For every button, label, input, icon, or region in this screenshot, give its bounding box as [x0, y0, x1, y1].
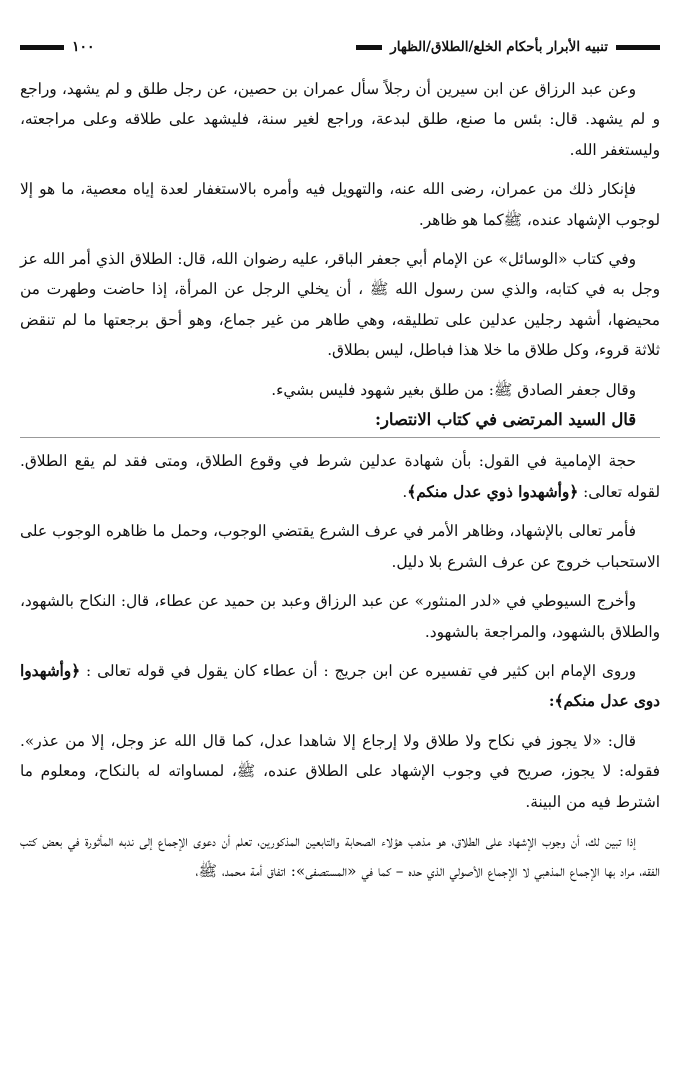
- header-title-group: [356, 34, 660, 60]
- page-header: [20, 34, 660, 60]
- paragraph-9: قال: «لا يجوز في نكاح ولا طلاق ولا إرجاع إلا شاهدا عدل، كما قال الله عز وجل، إلا من عذر». فقوله: لا يجوز، صريح في وجوب الإشهاد على الطلاق عنده، ﷺ، لمساواته له بالنكاح، ومعلوم ما اشترط فيه من البينة.: [20, 731, 660, 811]
- header-rule-middle: [356, 45, 382, 50]
- heading-underline: [20, 437, 660, 438]
- paragraph-gap: [20, 647, 660, 656]
- paragraph-gap: [20, 577, 660, 586]
- paragraph-gap: [20, 507, 660, 516]
- paragraph-gap: [20, 165, 660, 174]
- page-body: [20, 74, 660, 887]
- section-heading: قال السيد المرتضى في كتاب الانتصار:: [375, 410, 636, 430]
- paragraph-gap: [20, 366, 660, 375]
- paragraph-8: [20, 656, 660, 717]
- paragraph-5: [20, 446, 660, 507]
- book-page: [20, 34, 660, 1074]
- paragraph-5-text: حجة الإمامية في القول: بأن شهادة عدلين شرط في وقوع الطلاق، ومتى فقد لم يقع الطلاق. لقوله تعالى:: [20, 452, 660, 501]
- quran-quote: ﴿وأشهدوا دوى عدل منكم﴾: [20, 661, 660, 711]
- paragraph-7: وأخرج السيوطي في «لدر المنثور» عن عبد الرزاق وعبد بن حميد عن عطاء، قال: النكاح بالشهود، والطلاق بالشهود، والمراجعة بالشهود.: [20, 592, 660, 641]
- paragraph-2: فإنكار ذلك من عمران، رضى الله عنه، والتهويل فيه وأمره بالاستغفار لعدة إياه معصية، ما هو إلا لوجوب الإشهاد عنده، ﷺكما هو ظاهر.: [20, 180, 660, 229]
- quran-quote: ﴿وأشهدوا ذوي عدل منكم﴾: [407, 482, 579, 501]
- paragraph-6: فأمر تعالى بالإشهاد، وظاهر الأمر في عرف الشرع يقتضي الوجوب، وحمل ما ظاهره الوجوب على الاستحباب خروج عن عرف الشرع بلا دليل.: [20, 522, 660, 571]
- header-rule-right: [616, 45, 660, 50]
- paragraph-3: وفي كتاب «الوسائل» عن الإمام أبي جعفر الباقر، عليه رضوان الله، قال: الطلاق الذي أمر الله عز وجل به في كتابه، والذي سن رسول الله ﷺ ، أن يخلي الرجل عن المرأة، إذا حاضت وطهرت من محيضها، أشهد رجلين عدلين على تطليقه، وهي طاهر من غير جماع، وهو أحق برجعتها ما لم تنقض ثلاثة قروء، وكل طلاق ما خلا هذا فباطل، ليس بطلاق.: [20, 250, 660, 360]
- paragraph-1: وعن عبد الرزاق عن ابن سيرين أن رجلاً سأل عمران بن حصين، عن رجل طلق و لم يشهد، وراجع و لم يشهد. قال: بئس ما صنع، طلق لبدعة، وراجع لغير سنة، فليشهد على طلاقه وعلى مراجعته، وليستغفر الله.: [20, 80, 660, 159]
- paragraph-8-end: :: [548, 692, 555, 711]
- paragraph-gap: [20, 717, 660, 726]
- paragraph-4: وقال جعفر الصادق ﷺ: من طلق بغير شهود فليس بشيء.: [271, 380, 636, 399]
- paragraph-gap: [20, 235, 660, 244]
- book-title: تنبيه الأبرار بأحكام الخلع/الطلاق/الظهار: [390, 39, 608, 55]
- paragraph-gap: [20, 817, 660, 826]
- header-number-group: [20, 34, 95, 60]
- header-rule-left: [20, 45, 64, 50]
- paragraph-10: إذا تبين لك، أن وجوب الإشهاد على الطلاق، هو مذهب هؤلاء الصحابة والتابعين المذكورين، تعلم أن دعوى الإجماع إلى ندبه المأثورة في بعض كتب الفقه، مراد بها الإجماع المذهبي لا الإجماع الأصولي الذي حده – كما في «المستصفى»: اتفاق أمة محمد، ﷺ،: [20, 831, 660, 881]
- paragraph-5-end: .: [402, 482, 408, 501]
- paragraph-8-text: وروى الإمام ابن كثير في تفسيره عن ابن جريج : أن عطاء كان يقول في قوله تعالى :: [80, 661, 636, 680]
- page-number: ١٠٠: [72, 39, 95, 55]
